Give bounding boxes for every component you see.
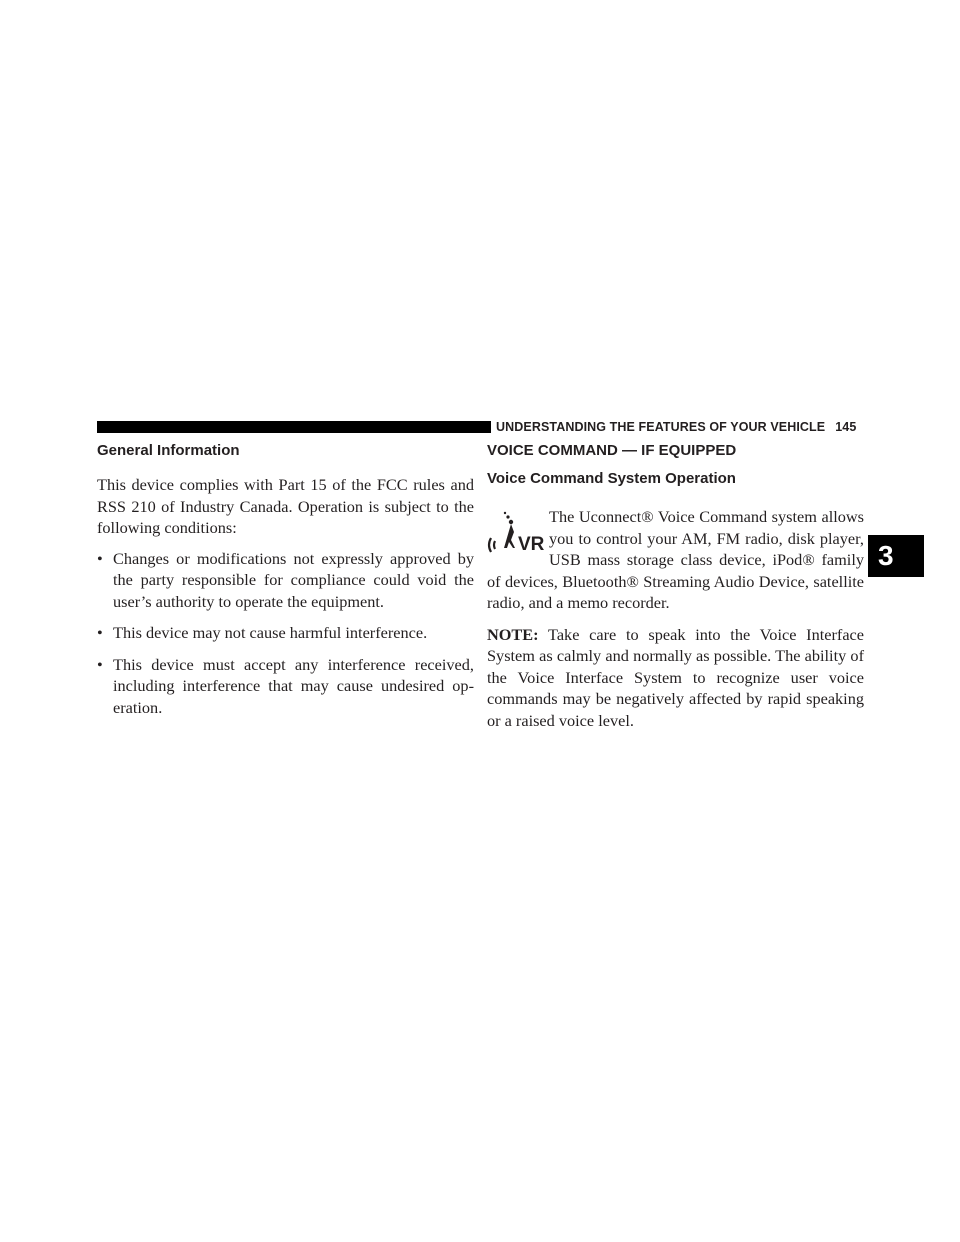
voice-command-heading: VOICE COMMAND — IF EQUIPPED — [487, 442, 737, 459]
page-number: 145 — [835, 420, 857, 434]
note-text: Take care to speak into the Voice Interface System as calmly and normally as possible. The ability of the Voice Interface System to recognize user voice commands may be negatively affected by rapid speaking or a raised voice level. — [487, 624, 864, 730]
header-rule — [97, 421, 491, 433]
list-item — [97, 548, 474, 613]
list-item-text: Changes or modifications not expressly approved by the party responsible for compliance could void the user’s authority to operate the equipment. — [113, 548, 474, 611]
chapter-tab: 3 — [868, 535, 924, 577]
list-item-text: This device may not cause harmful interference. — [113, 623, 428, 642]
list-item — [97, 622, 474, 644]
list-item-text: This device must accept any interference received, including interference that may cause undesired op-eration. — [113, 654, 474, 717]
right-column — [487, 440, 864, 731]
fcc-intro-paragraph: This device complies with Part 15 of the FCC rules and RSS 210 of Industry Canada. Operation is subject to the following conditions: — [97, 475, 474, 537]
bullet-icon: • — [97, 548, 103, 568]
running-header — [496, 417, 856, 437]
voice-command-description — [487, 506, 864, 614]
voice-recognition-icon — [487, 508, 549, 564]
general-information-heading: General Information — [97, 442, 240, 459]
left-column — [97, 440, 474, 718]
list-item — [97, 654, 474, 719]
bullet-icon: • — [97, 654, 103, 674]
voice-recognition-icon-graphic — [487, 508, 547, 560]
voice-command-paragraph: The Uconnect® Voice Command system allows you to control your AM, FM radio, disk player, USB mass storage class device, iPod® family of devices, Bluetooth® Streaming Audio Device, satellite radio, and a memo recorder. — [487, 507, 864, 612]
section-title: UNDERSTANDING THE FEATURES OF YOUR VEHICLE — [496, 420, 826, 434]
condition-list — [97, 548, 474, 719]
voice-command-operation-subheading: Voice Command System Operation — [487, 470, 736, 487]
note-label: NOTE: — [487, 624, 539, 644]
note-paragraph — [487, 624, 864, 732]
bullet-icon: • — [97, 623, 103, 642]
vr-icon-label: VR — [518, 534, 545, 555]
